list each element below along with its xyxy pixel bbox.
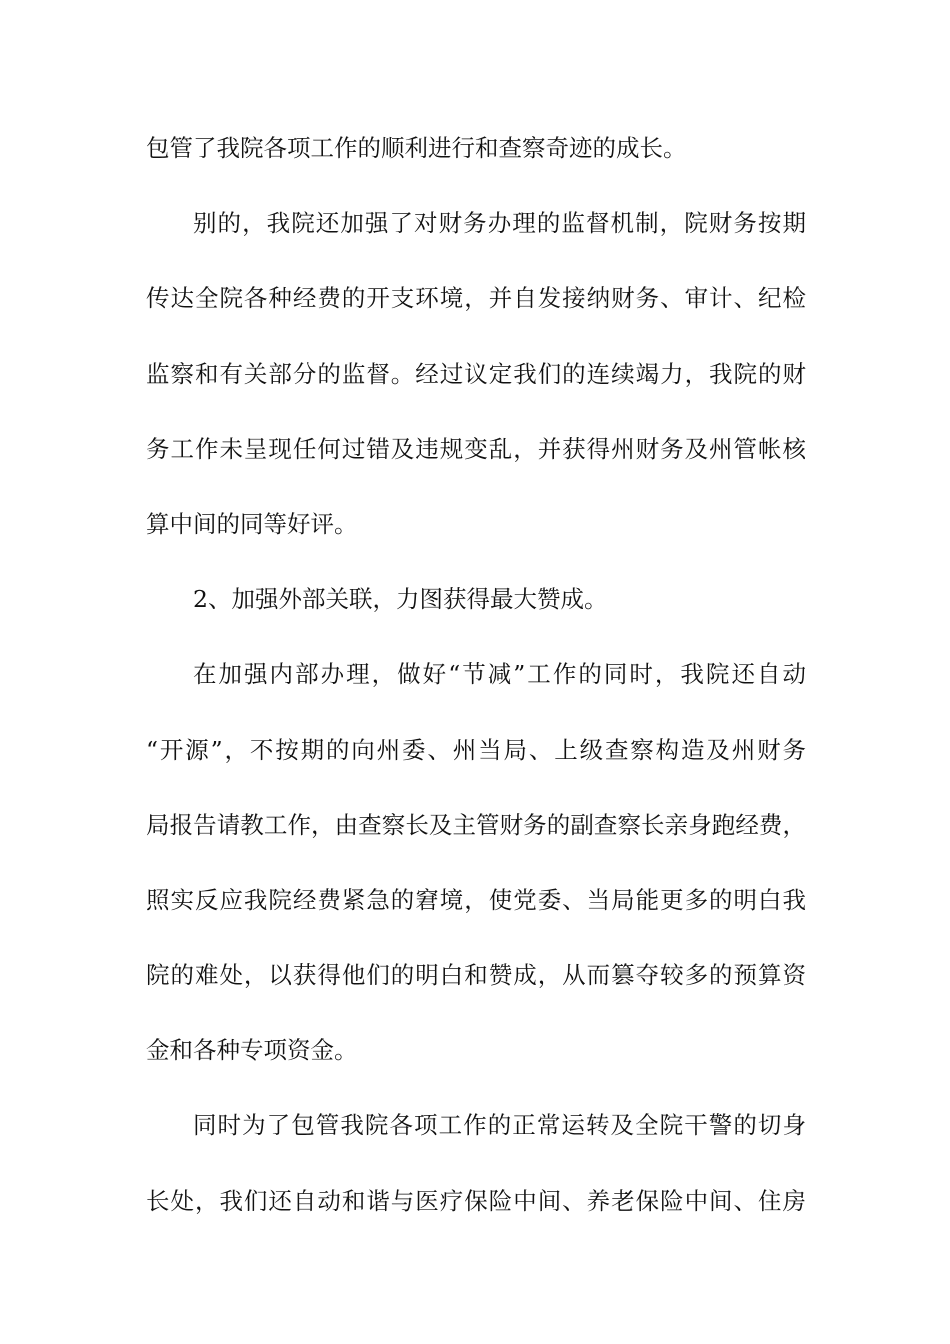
text-line: 院的难处，以获得他们的明白和赞成，从而篡夺较多的预算资	[146, 961, 806, 990]
text-line: 2、加强外部关联，力图获得最大赞成。	[193, 585, 608, 614]
text-line: 照实反应我院经费紧急的窘境，使党委、当局能更多的明白我	[146, 885, 806, 914]
text-line: 监察和有关部分的监督。经过议定我们的连续竭力，我院的财	[146, 359, 806, 388]
text-line: 传达全院各种经费的开支环境，并自发接纳财务、审计、纪检	[146, 284, 806, 313]
text-line: 长处，我们还自动和谐与医疗保险中间、养老保险中间、住房	[146, 1186, 806, 1215]
text-line: “开源”，不按期的向州委、州当局、上级查察构造及州财务	[146, 735, 806, 764]
text-line: 包管了我院各项工作的顺利进行和查察奇迹的成长。	[146, 134, 687, 162]
text-line: 务工作未呈现任何过错及违规变乱，并获得州财务及州管帐核	[146, 434, 806, 463]
body-text	[146, 128, 806, 1256]
text-line: 同时为了包管我院各项工作的正常运转及全院干警的切身	[193, 1111, 806, 1140]
text-line: 金和各种专项资金。	[146, 1036, 358, 1065]
text-line: 在加强内部办理，做好“节减”工作的同时，我院还自动	[193, 660, 806, 689]
text-line: 局报告请教工作，由查察长及主管财务的副查察长亲身跑经费，	[146, 810, 806, 839]
text-line: 算中间的同等好评。	[146, 509, 358, 538]
text-line: 别的，我院还加强了对财务办理的监督机制，院财务按期	[193, 209, 806, 238]
